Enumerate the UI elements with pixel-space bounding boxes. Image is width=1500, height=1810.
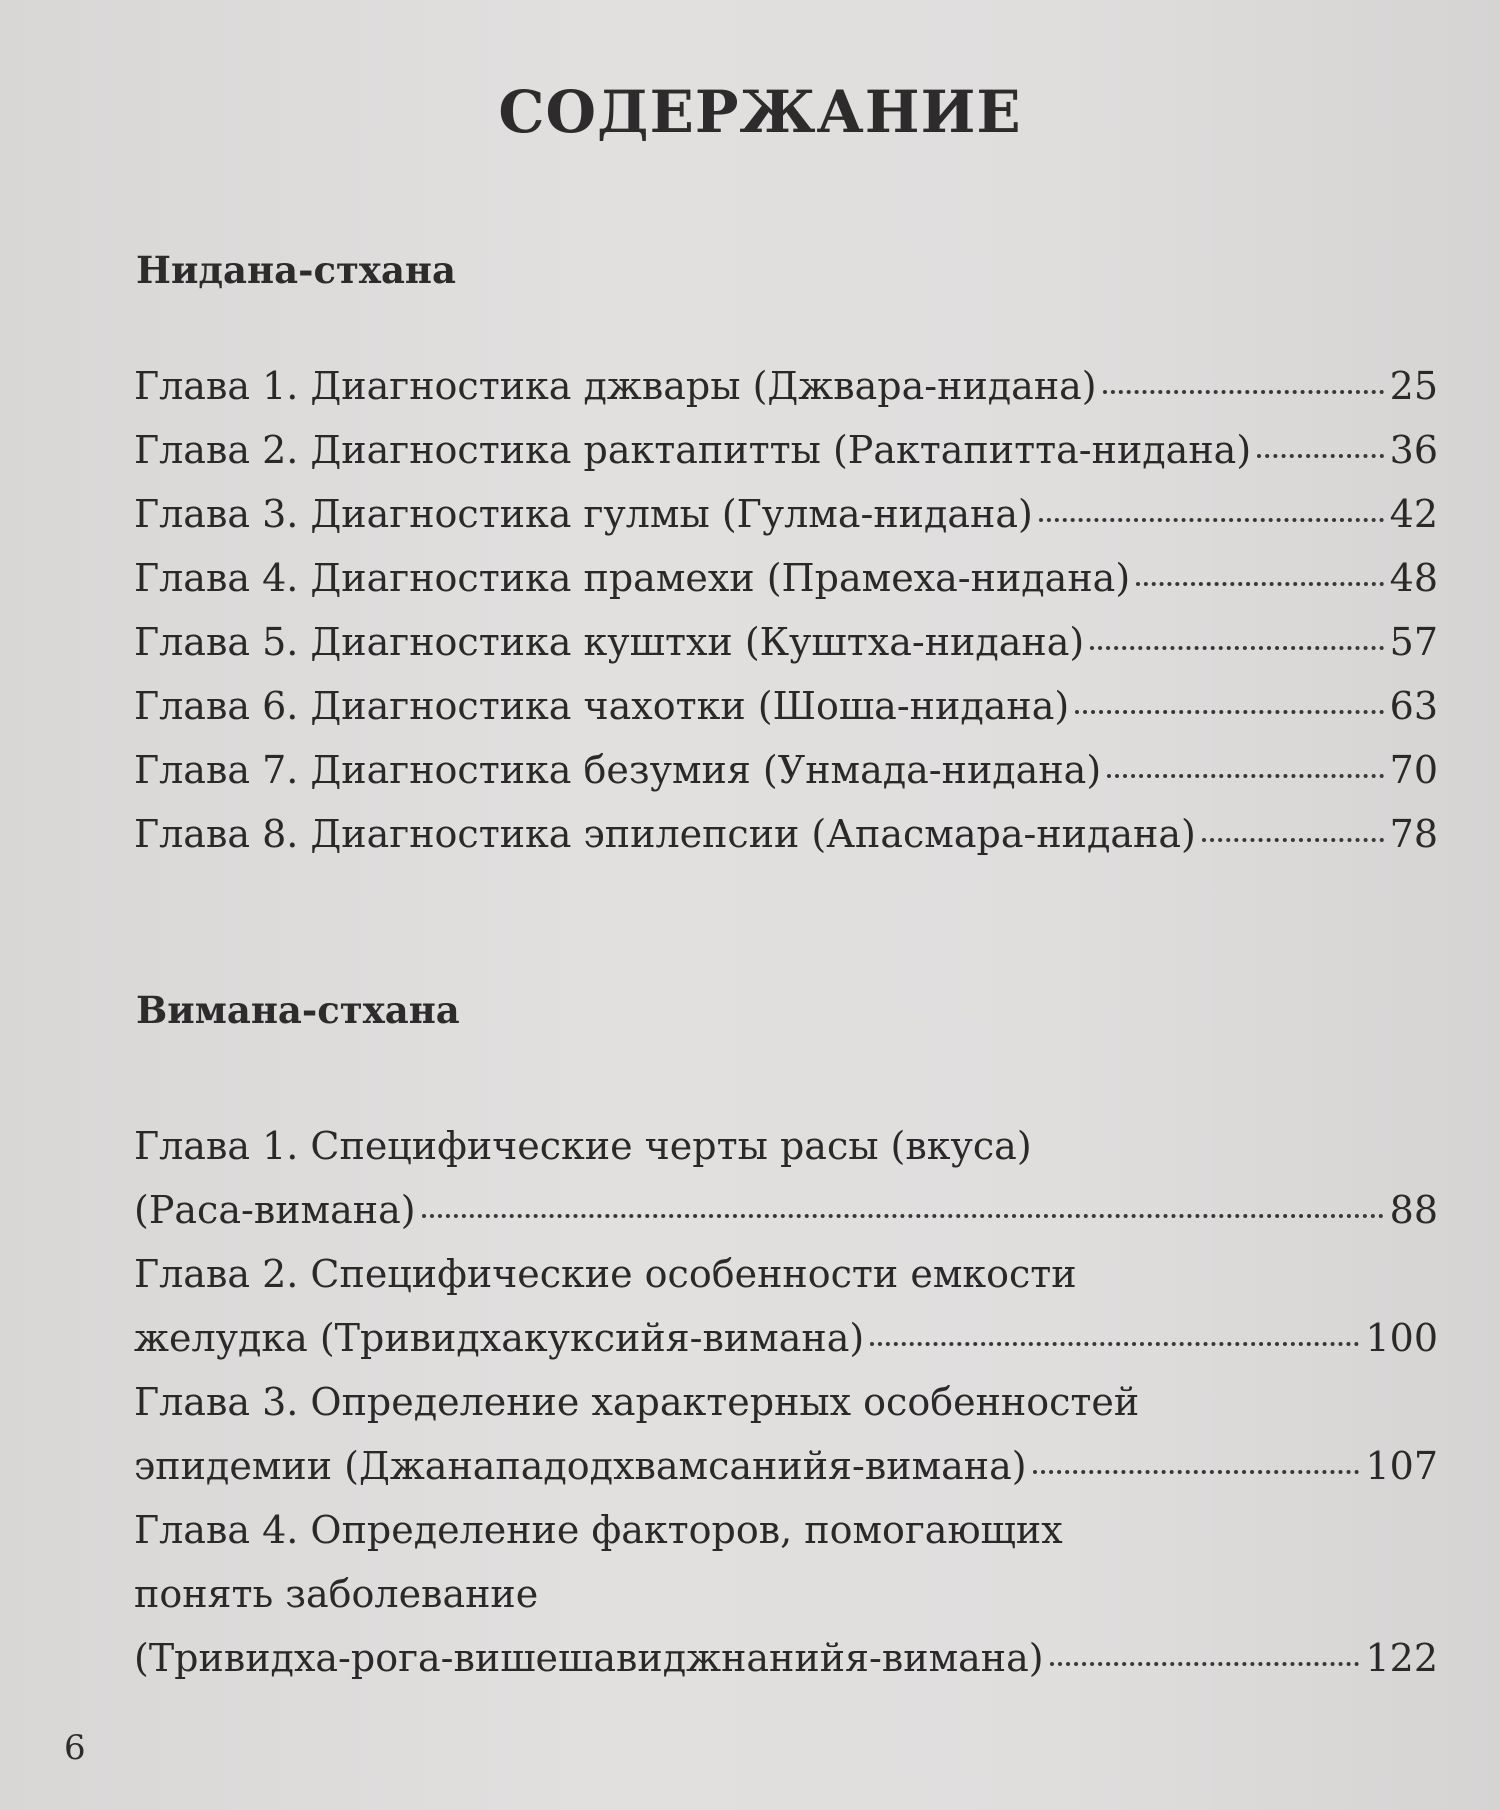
toc-entry-title-line2: понять заболевание [134,1572,539,1616]
toc-page-number: 57 [1389,620,1438,664]
toc-entry-title: Глава 5. Диагностика куштхи (Куштха-нидана) [134,620,1085,664]
toc-entry [134,546,1438,610]
section-heading-nidana: Нидана-стхана [136,248,456,292]
toc-entry-title: Глава 1. Специфические черты расы (вкуса) [134,1124,1032,1168]
dot-leader [1039,518,1384,522]
toc-entry-title: Глава 2. Специфические особенности емкости [134,1252,1077,1296]
toc-entry [134,610,1438,674]
toc-entry-title: Глава 3. Диагностика гулмы (Гулма-нидана) [134,492,1033,536]
dot-leader [1103,390,1384,394]
toc-entry-title: Глава 1. Диагностика джвары (Джвара-нидана) [134,364,1097,408]
toc-page-number: 107 [1365,1444,1438,1488]
toc-entry-title: Глава 7. Диагностика безумия (Унмада-нидана) [134,748,1102,792]
dot-leader [1136,582,1383,586]
toc-entry [134,418,1438,482]
dot-leader [1033,1470,1360,1474]
dot-leader [1075,710,1383,714]
toc-entry-title-continued: эпидемии (Джанападодхвамсанийя-вимана) [134,1444,1027,1488]
toc-page-number: 78 [1389,812,1438,856]
toc-page-number: 70 [1389,748,1438,792]
toc-entry-title-continued: (Тривидха-рога-вишешавиджнанийя-вимана) [134,1636,1044,1680]
toc-entry [134,354,1438,418]
toc-list-vimana [134,1114,1438,1690]
toc-list-nidana [134,354,1438,866]
section-heading-vimana: Вимана-стхана [136,988,460,1032]
dot-leader [1257,454,1384,458]
page-title: СОДЕРЖАНИЕ [498,78,1022,146]
dot-leader [870,1342,1359,1346]
toc-page-number: 48 [1389,556,1438,600]
toc-entry [134,1114,1438,1242]
toc-entry-title: Глава 3. Определение характерных особенностей [134,1380,1140,1424]
toc-page-number: 88 [1389,1188,1438,1232]
toc-page-number: 63 [1389,684,1438,728]
toc-entry [134,674,1438,738]
toc-page-number: 100 [1365,1316,1438,1360]
toc-entry-title-continued: желудка (Тривидхакуксийя-вимана) [134,1316,865,1360]
toc-page-number: 25 [1389,364,1438,408]
toc-entry-title: Глава 2. Диагностика рактапитты (Рактапитта-нидана) [134,428,1252,472]
toc-entry-title: Глава 8. Диагностика эпилепсии (Апасмара-нидана) [134,812,1196,856]
toc-entry [134,1498,1438,1690]
toc-entry [134,738,1438,802]
toc-entry-title: Глава 6. Диагностика чахотки (Шоша-нидана) [134,684,1070,728]
dot-leader [1202,838,1384,842]
toc-entry [134,1242,1438,1370]
toc-entry-title: Глава 4. Определение факторов, помогающих [134,1508,1063,1552]
dot-leader [422,1214,1384,1218]
toc-entry-title-continued: (Раса-вимана) [134,1188,416,1232]
toc-entry [134,802,1438,866]
toc-page-number: 36 [1389,428,1438,472]
dot-leader [1050,1662,1360,1666]
toc-entry [134,482,1438,546]
dot-leader [1107,774,1383,778]
toc-page-number: 42 [1389,492,1438,536]
toc-entry [134,1370,1438,1498]
toc-page-number: 122 [1365,1636,1438,1680]
page-number: 6 [64,1728,86,1768]
toc-entry-title: Глава 4. Диагностика прамехи (Прамеха-нидана) [134,556,1131,600]
dot-leader [1090,646,1383,650]
